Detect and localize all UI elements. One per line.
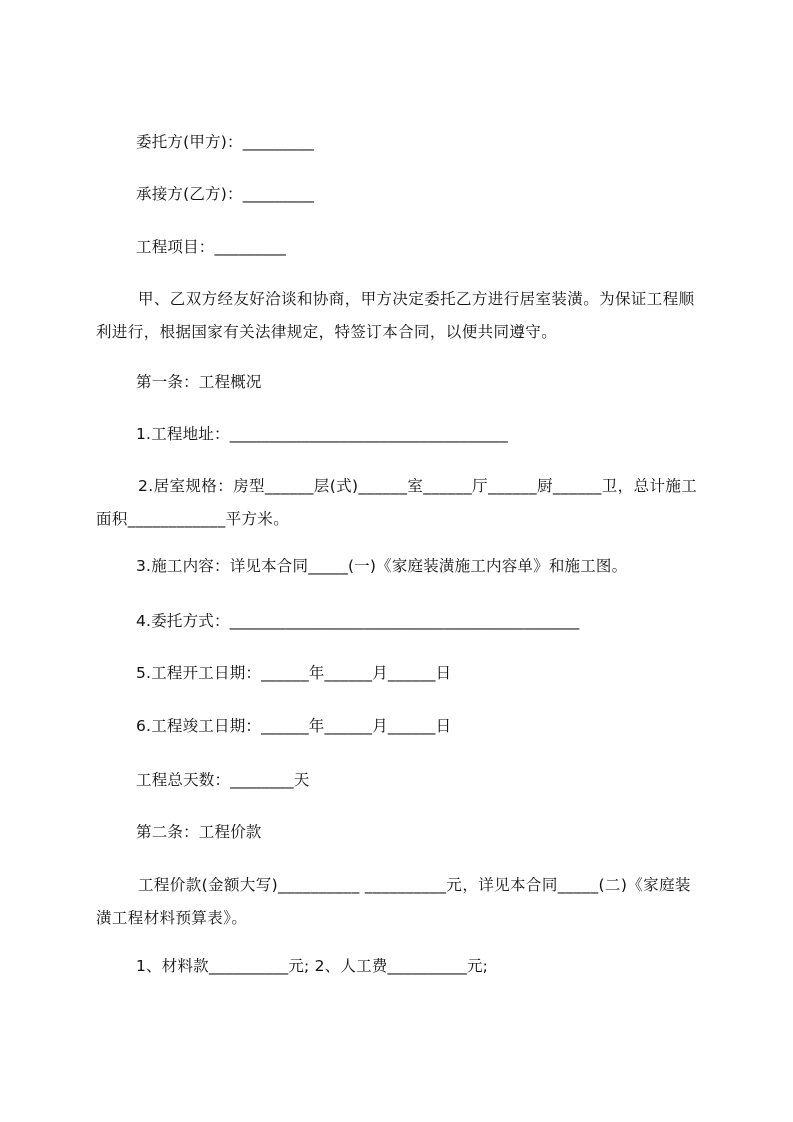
- party-b-field: 承接方(乙方)：_________: [136, 185, 315, 203]
- article2-heading: 第二条：工程价款: [136, 823, 262, 841]
- completion-date-field: 6.工程竣工日期：______年______月______日: [136, 717, 452, 735]
- preamble-paragraph: 甲、乙双方经友好洽谈和协商，甲方决定委托乙方进行居室装潢。为保证工程顺利进行，根据国家有关法律规定，特签订本合同，以便共同遵守。: [96, 290, 695, 341]
- article1-heading: 第一条：工程概况: [136, 373, 262, 391]
- party-a-field: 委托方(甲方)：_________: [136, 133, 315, 151]
- commission-method-field: 4.委托方式：____________________________________________: [136, 612, 580, 630]
- construction-content-field: 3.施工内容：详见本合同_____(一)《家庭装潢施工内容单》和施工图。: [136, 557, 628, 575]
- project-price-paragraph: 工程价款(金额大写)__________ __________元，详见本合同_____(二)《家庭装潢工程材料预算表》。: [96, 876, 691, 927]
- total-days-field: 工程总天数：________天: [136, 771, 310, 789]
- price-breakdown-field: 1、材料款__________元; 2、人工费__________元;: [136, 957, 489, 975]
- start-date-field: 5.工程开工日期：______年______月______日: [136, 664, 452, 682]
- project-item-field: 工程项目：_________: [136, 238, 287, 256]
- room-spec-paragraph: 2.居室规格：房型______层(式)______室______厅______厨______卫，总计施工面积____________平方米。: [96, 477, 698, 528]
- project-address-field: 1.工程地址：___________________________________: [136, 425, 508, 443]
